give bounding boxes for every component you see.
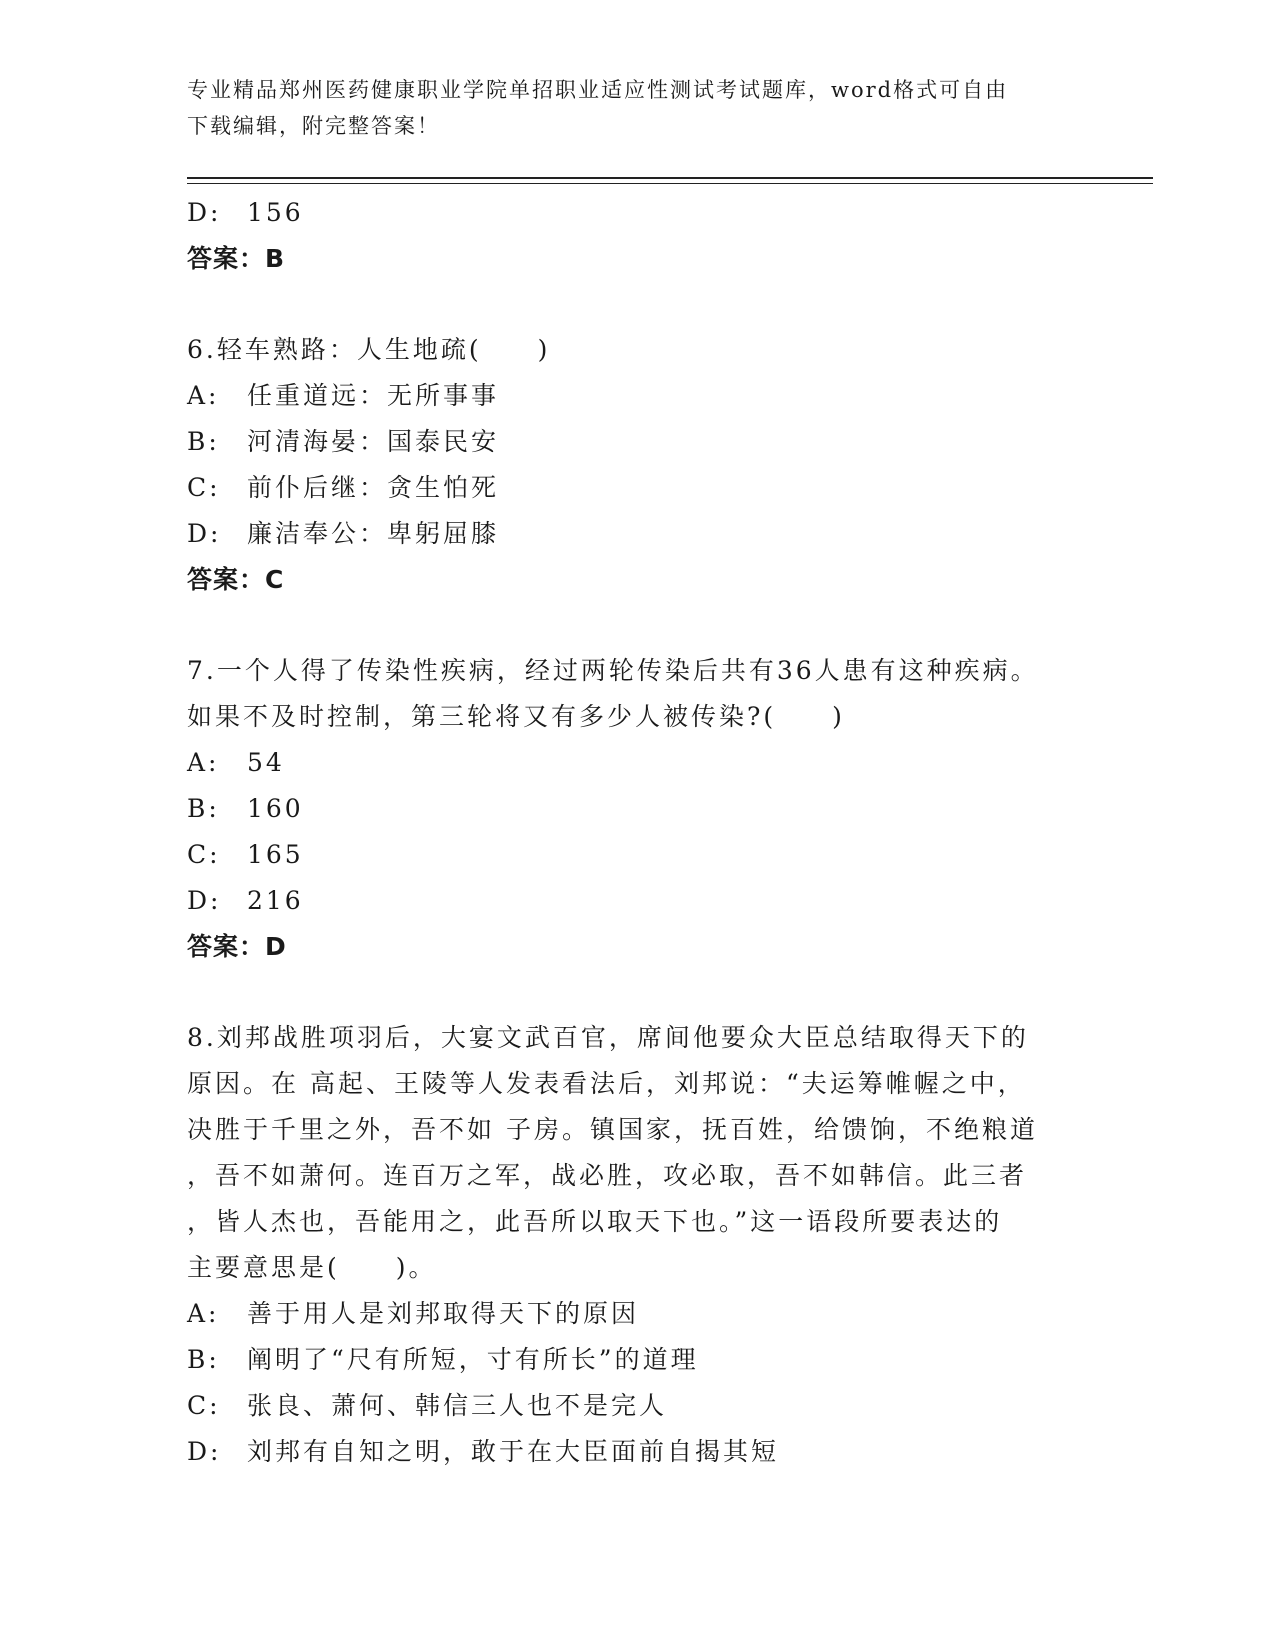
q8-stem-line-5: ，皆人杰也，吾能用之，此吾所以取天下也。”这一语段所要表达的 bbox=[187, 1207, 1003, 1236]
q7-option-a bbox=[187, 740, 1087, 786]
q8-stem-line-1: 8.刘邦战胜项羽后，大宴文武百官，席间他要众大臣总结取得天下的 bbox=[187, 1023, 1029, 1052]
q6-answer: 答案：C bbox=[187, 565, 285, 594]
q8-option-d bbox=[187, 1429, 1087, 1475]
q6-option-b bbox=[187, 419, 1087, 465]
document-header bbox=[187, 72, 1087, 144]
option-letter: A: bbox=[187, 1299, 220, 1328]
q7-answer: 答案：D bbox=[187, 932, 287, 961]
option-text: 165 bbox=[247, 840, 304, 869]
header-line-2: 下载编辑，附完整答案！ bbox=[187, 114, 440, 138]
option-letter: C: bbox=[187, 1391, 221, 1420]
q8-option-c bbox=[187, 1383, 1087, 1429]
prev-answer: 答案：B bbox=[187, 244, 286, 273]
header-rule-thick bbox=[187, 177, 1153, 179]
option-text: 张良、萧何、韩信三人也不是完人 bbox=[247, 1391, 668, 1420]
option-letter: D: bbox=[187, 886, 222, 915]
option-letter: D: bbox=[187, 1437, 222, 1466]
option-text: 阐明了“尺有所短，寸有所长”的道理 bbox=[247, 1345, 699, 1374]
option-text: 160 bbox=[247, 794, 304, 823]
q7-option-d bbox=[187, 878, 1087, 924]
option-letter: B: bbox=[187, 794, 220, 823]
q8-stem-line-3: 决胜于千里之外，吾不如 子房。镇国家，抚百姓，给馈饷，不绝粮道 bbox=[187, 1115, 1038, 1144]
q6-option-d bbox=[187, 511, 1087, 557]
option-text: 156 bbox=[247, 198, 304, 227]
q6-stem: 6.轻车熟路：人生地疏( ) bbox=[187, 335, 551, 364]
option-letter: B: bbox=[187, 427, 220, 456]
option-letter: D: bbox=[187, 519, 222, 548]
q8-stem-line-2: 原因。在 高起、王陵等人发表看法后，刘邦说：“夫运筹帷幄之中， bbox=[187, 1069, 1026, 1098]
q6-option-a bbox=[187, 373, 1087, 419]
header-rule-thin bbox=[187, 183, 1153, 184]
option-letter: C: bbox=[187, 840, 221, 869]
option-text: 前仆后继：贪生怕死 bbox=[247, 473, 500, 502]
question-content bbox=[187, 190, 1087, 1475]
q8-option-b bbox=[187, 1337, 1087, 1383]
option-letter: C: bbox=[187, 473, 221, 502]
prev-option-d bbox=[187, 190, 1087, 236]
q8-stem-line-6: 主要意思是( )。 bbox=[187, 1253, 437, 1282]
q7-option-c bbox=[187, 832, 1087, 878]
option-text: 任重道远：无所事事 bbox=[247, 381, 500, 410]
q6-option-c bbox=[187, 465, 1087, 511]
option-text: 刘邦有自知之明，敢于在大臣面前自揭其短 bbox=[247, 1437, 780, 1466]
header-line-1: 专业精品郑州医药健康职业学院单招职业适应性测试考试题库，word格式可自由 bbox=[187, 78, 1009, 102]
option-letter: A: bbox=[187, 748, 220, 777]
option-letter: A: bbox=[187, 381, 220, 410]
q8-option-a bbox=[187, 1291, 1087, 1337]
option-text: 216 bbox=[247, 886, 304, 915]
q7-option-b bbox=[187, 786, 1087, 832]
option-text: 54 bbox=[247, 748, 285, 777]
option-letter: B: bbox=[187, 1345, 220, 1374]
q7-stem-line-1: 7.一个人得了传染性疾病，经过两轮传染后共有36人患有这种疾病。 bbox=[187, 656, 1039, 685]
option-text: 河清海晏：国泰民安 bbox=[247, 427, 500, 456]
option-letter: D: bbox=[187, 198, 222, 227]
option-text: 廉洁奉公：卑躬屈膝 bbox=[247, 519, 500, 548]
option-text: 善于用人是刘邦取得天下的原因 bbox=[247, 1299, 640, 1328]
q8-stem-line-4: ，吾不如萧何。连百万之军，战必胜，攻必取，吾不如韩信。此三者 bbox=[187, 1161, 1028, 1190]
q7-stem-line-2: 如果不及时控制，第三轮将又有多少人被传染?( ) bbox=[187, 702, 845, 731]
